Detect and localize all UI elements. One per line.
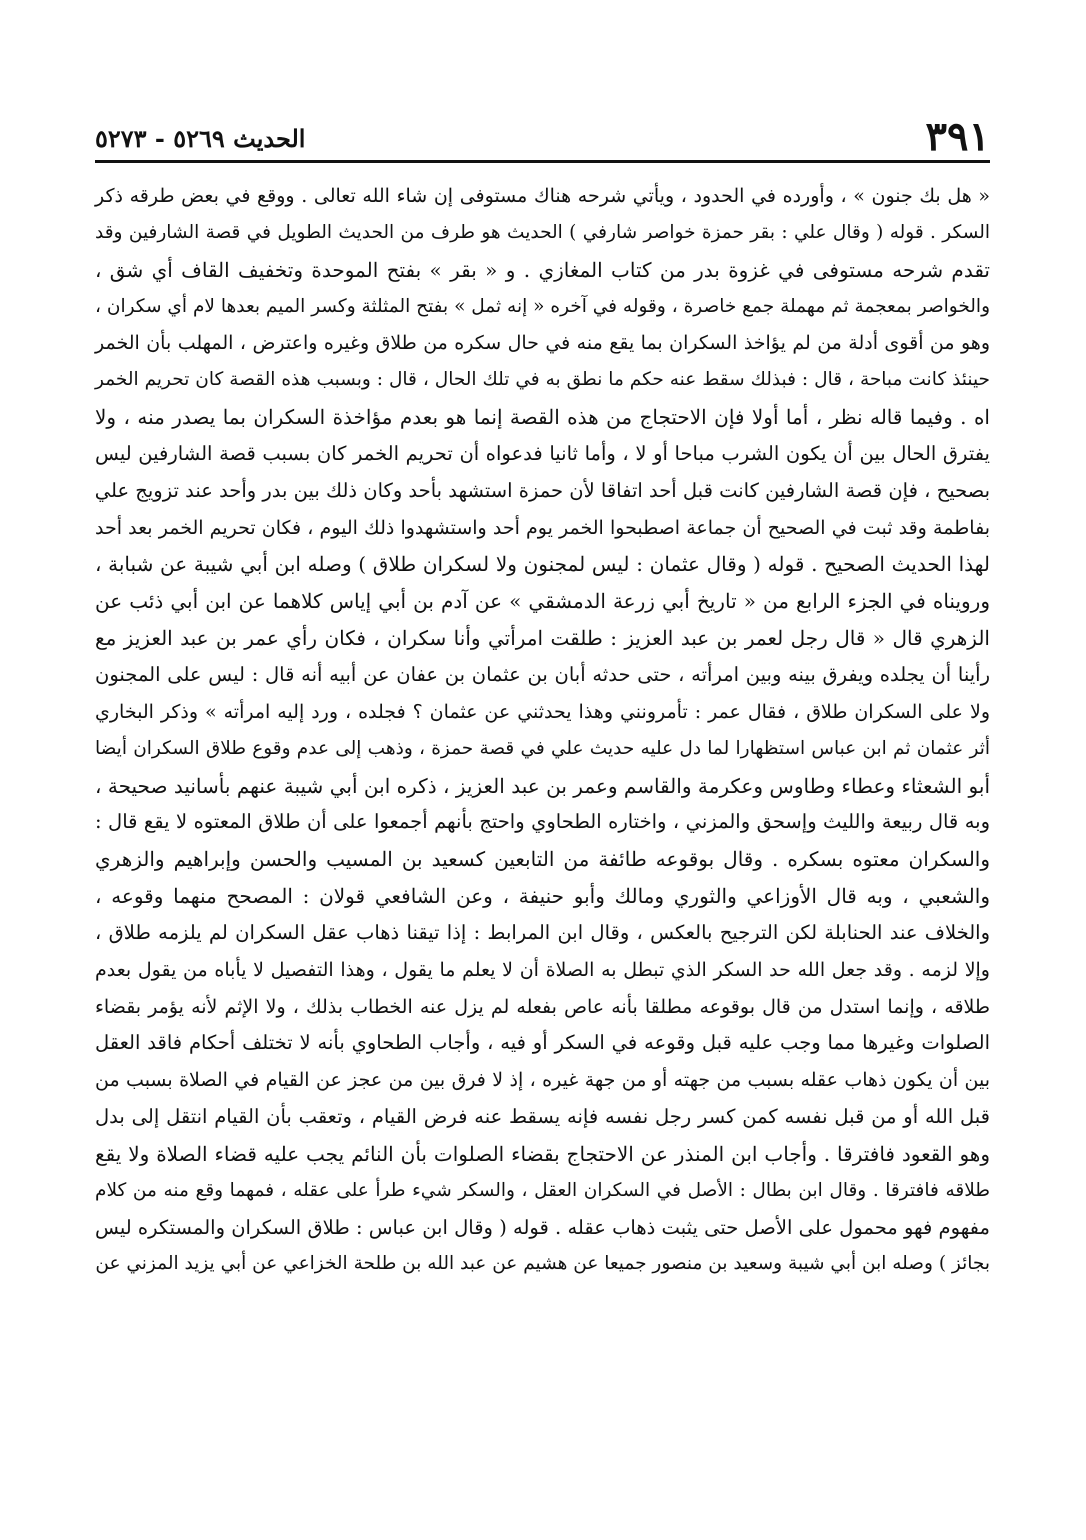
text-line: أبو الشعثاء وعطاء وطاوس وعكرمة والقاسم وعمر بن عبد العزيز ، ذكره ابن أبي شيبة عنهم بأسانيد صحيحة ، [95,773,990,798]
text-line: بين أن يكون ذهاب عقله بسبب من جهته أو من جهة غيره ، إذ لا فرق بين من عجز عن القيام في الصلاة بسبب من [95,1069,990,1092]
text-line: بجائز ) وصله ابن أبي شيبة وسعيد بن منصور جميعا عن هشيم عن عبد الله بن طلحة الخزاعي عن أبي يزيد المزني عن [95,1253,990,1275]
text-line: طلاقه فافترقا . وقال ابن بطال : الأصل في السكران العقل ، والسكر شيء طرأ على عقله ، فمهما وقع منه من كلام [95,1179,990,1201]
text-line: وهو القعود فافترقا . وأجاب ابن المنذر عن الاحتجاج بقضاء الصلوات بأن النائم يجب عليه قضاء الصلاة ولا يقع [95,1141,990,1166]
text-line: يفترق الحال بين أن يكون الشرب مباحا أو لا ، وأما ثانيا فدعواه أن تحريم الخمر كان بسبب قصة الشارفين ليس [95,441,990,465]
text-line: وهو من أقوى أدلة من لم يؤاخذ السكران بما يقع منه في حال سكره من طلاق وغيره واعترض ، المهلب بأن الخمر [95,332,990,355]
text-line: حينئذ كانت مباحة ، قال : فبذلك سقط عنه حكم ما نطق به في تلك الحال ، قال : وبسبب هذه القصة كان تحريم الخمر [95,369,990,391]
text-line: رأينا أن يجلده ويفرق بينه وبين امرأته ، حتى حدثه أبان بن عثمان بن عفان عن أبيه أنه قال : ليس على المجنون [95,662,990,686]
text-line: بصحيح ، فإن قصة الشارفين كانت قبل أحد اتفاقا لأن حمزة استشهد بأحد وكان ذلك بين بدر وأحد عند تزويج علي [94,478,990,502]
text-line: بفاطمة وقد ثبت في الصحيح أن جماعة اصطبحوا الخمر يوم أحد واستشهدوا ذلك اليوم ، فكان تحريم الخمر بعد أحد [95,516,990,539]
text-line: والخلاف عند الحنابلة لكن الترجيح بالعكس ، وقال ابن المرابط : إذا تيقنا ذهاب عقل السكران لم يلزمه طلاق ، [95,920,990,944]
header-rule [95,160,990,163]
text-line: طلاقه ، وإنما استدل من قال بوقوعه مطلقا بأنه عاص بفعله لم يزل عنه الخطاب بذلك ، ولا الإثم لأنه يؤمر بقضاء [95,995,990,1018]
body-text [95,178,990,1283]
text-line: مفهوم فهو محمول على الأصل حتى يثبت ذهاب عقله . قوله ( وقال ابن عباس : طلاق السكران والمستكره ليس [95,1215,990,1239]
page-header [95,112,990,162]
text-line: والسكران معتوه بسكره . وقال بوقوعه طائفة من التابعين كسعيد بن المسيب والحسن وإبراهيم والزهري [95,847,990,872]
text-line: والخواصر بمعجمة ثم مهملة جمع خاصرة ، وقوله في آخره « إنه ثمل » بفتح المثلثة وكسر الميم بعدها لام أي سكران ، [95,295,990,317]
text-line: الصلوات وغيرها مما وجب عليه قبل وقوعه في السكر أو فيه ، وأجاب الطحاوي بأنه لا تختلف أحكام فاقد العقل [95,1031,990,1055]
text-line: ولا على السكران طلاق ، فقال عمر : تأمرونني وهذا يحدثني عن عثمان ؟ فجلده ، ورد إليه امرأته » وذكر البخاري [95,700,990,723]
text-line: لهذا الحديث الصحيح . قوله ( وقال عثمان : ليس لمجنون ولا لسكران طلاق ) وصله ابن أبي شيبة عن شبابة ، [95,552,990,577]
text-line: أثر عثمان ثم ابن عباس استظهارا لما دل عليه حديث علي في قصة حمزة ، وذهب إلى عدم وقوع طلاق السكران أيضا [95,737,990,759]
text-line: تقدم شرحه مستوفى في غزوة بدر من كتاب المغازي . و « بقر » بفتح الموحدة وتخفيف القاف أي شق ، [95,257,990,282]
text-line: « هل بك جنون » ، وأورده في الحدود ، ويأتي شرحه هناك مستوفى إن شاء الله تعالى . ووقع في بعض طرقه ذكر [95,185,990,207]
text-line: ورويناه في الجزء الرابع من « تاريخ أبي زرعة الدمشقي » عن آدم بن أبي إياس كلاهما عن ابن أبي ذئب عن [95,589,990,614]
text-line: والشعبي ، وبه قال الأوزاعي والثوري ومالك وأبو حنيفة ، وعن الشافعي قولان : المصحح منهما وقوعه ، [95,884,990,909]
text-line: السكر . قوله ( وقال علي : بقر حمزة خواصر شارفي ) الحديث هو طرف من الحديث الطويل في قصة الشارفين وقد [95,221,990,243]
page-number: ٣٩١ [925,113,990,160]
text-line: وبه قال ربيعة والليث وإسحق والمزني ، واختاره الطحاوي واحتج بأنهم أجمعوا على أن طلاق المعتوه لا يقع قال : [95,810,990,834]
text-line: الزهري قال « قال رجل لعمر بن عبد العزيز : طلقت امرأتي وأنا سكران ، فكان رأي عمر بن عبد العزيز مع [95,626,990,651]
text-line: اه . وفيما قاله نظر ، أما أولا فإن الاحتجاج من هذه القصة إنما هو بعدم مؤاخذة السكران بما يصدر منه ، ولا [95,405,990,430]
text-line: وإلا لزمه . وقد جعل الله حد السكر الذي تبطل به الصلاة أن لا يعلم ما يقول ، وهذا التفصيل لا يأباه من يقول بعدم [95,958,990,981]
running-head: الحديث ٥٢٦٩ - ٥٢٧٣ [95,124,306,153]
text-line: قبل الله أو من قبل نفسه كمن كسر رجل نفسه فإنه يسقط عنه فرض القيام ، وتعقب بأن القيام انتقل إلى بدل [95,1105,990,1129]
